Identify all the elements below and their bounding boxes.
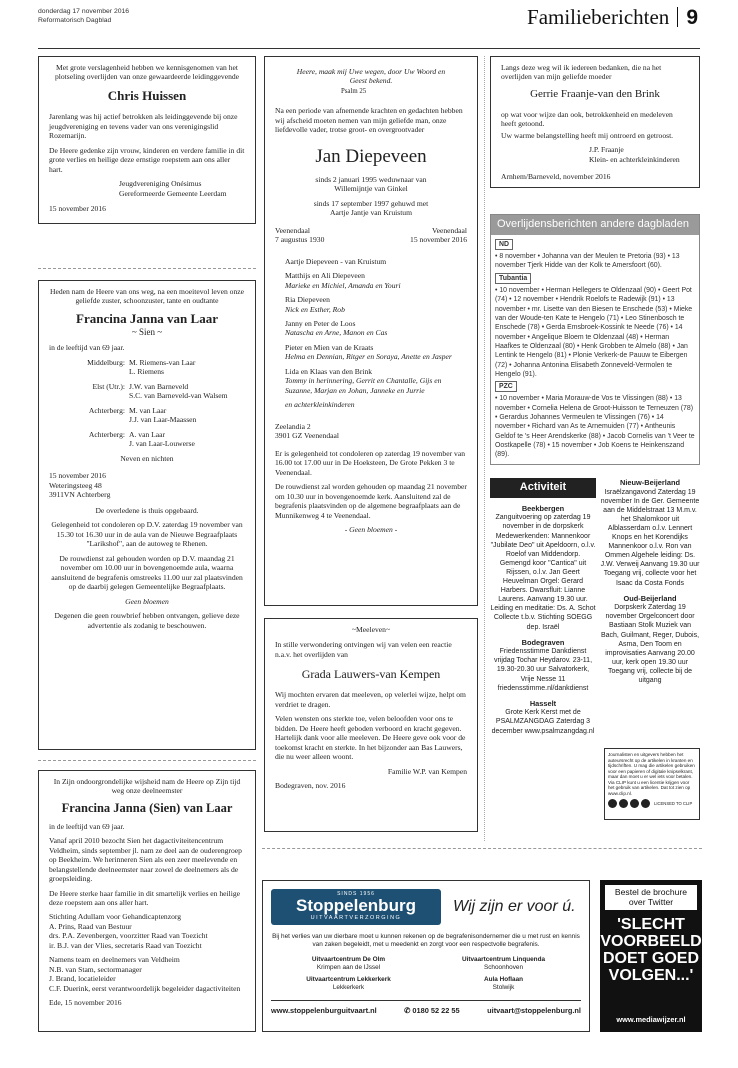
stoppelenburg-centers <box>271 956 581 992</box>
jan-family-entry <box>285 257 467 266</box>
francina1-home: De overledene is thuis opgebaard. <box>95 505 199 515</box>
stoppelenburg-desc: Bij het verlies van uw dierbare moet u kunnen rekenen op de begrafenisondernemer die u met rust en kennis van zaken begeleidt, met u meedenkt en zorgt voor een respectvolle begrafenis. <box>272 932 580 949</box>
francina1-family-name: M. van Laar <box>129 405 167 415</box>
francina2-p2: De Heere sterke haar familie in dit smartelijk verlies en heilige deze roepstem aan ons aller hart. <box>49 888 241 907</box>
chris-p1: Jarenlang was hij actief betrokken als leidinggevende bij onze jeugdvereniging en tevens vader van ons verenigingslid Rozemarijn. <box>49 112 238 141</box>
copyright-icon <box>619 799 628 808</box>
francina1-family <box>49 358 245 449</box>
jan-died-place: Veenendaal <box>432 225 467 235</box>
activity-heading: Hasselt <box>529 698 557 708</box>
jan-family-entry <box>285 343 467 362</box>
center-name: Uitvaartcentrum Lekkerkerk <box>306 975 391 983</box>
stoppelenburg-center-item <box>271 956 426 972</box>
jan-family-entry <box>285 295 467 314</box>
jan-family-main: Janny en Peter de Loos <box>285 318 356 328</box>
francina1-date: 15 november 2016 <box>49 471 106 481</box>
center-place: Krimpen aan de IJssel <box>316 963 381 971</box>
jan-family-sub: Helma en Dennian, Ritger en Soraya, Anette en Jasper <box>285 352 452 362</box>
header-paper: Reformatorisch Dagblad <box>38 16 112 24</box>
grada-intro: In stille verwondering ontvingen wij van velen een reactie n.a.v. het overlijden van <box>275 640 452 659</box>
header-date: donderdag 17 november 2016 <box>38 8 130 15</box>
activity-body: Zanguitvoering op zaterdag 19 november in de dorpskerk Medewerkenden: Mannenkoor "Jubilate Deo" uit Apeldoorn, o.l.v. Roelof van Middendorp. Gemengd koor "Cantica" uit Rijssen, o.l.v. Jan Geert Heuvelman Orgel: Gerard Harbers. Dwarsfluit: Lianne Laurens. Aanvang 19.30 uur. Leiding en meditatie: Ds. A. Schot Collecte t.b.v. Stichting SOEGG dep. Israël <box>490 514 596 631</box>
gerrie-p2: Uw warme belangstelling heeft mij ontroerd en getroost. <box>501 130 674 140</box>
page-number: 9 <box>686 6 698 29</box>
grada-place: Bodegraven, nov. 2016 <box>275 781 346 791</box>
francina1-family-names <box>129 358 195 377</box>
francina1-family-entry <box>49 406 245 425</box>
francina2-org-1: A. Prins, Raad van Bestuur <box>49 921 132 931</box>
logo-brand: Stoppelenburg <box>296 896 416 916</box>
jan-line4: Aartje Jantje van Kruistum <box>329 208 413 218</box>
center-name: Aula Hoflaan <box>483 975 524 983</box>
francina1-p3: Degenen die geen rouwbrief hebben ontvangen, gelieve deze advertentie als zodanig te beschouwen. <box>54 611 240 630</box>
francina1-intro: Heden nam de Heere van ons weg, na een moeitevol leven onze geliefde zuster, schoonzuster, tante en oudtante <box>50 287 244 306</box>
francina1-family-place: Achterberg: <box>88 429 125 439</box>
clip-badge: LICENSED TO CLIP <box>654 800 693 806</box>
jan-family-main: Ria Diepeveen <box>285 295 330 305</box>
francina1-addr1: Weteringsteeg 48 <box>49 480 102 490</box>
chris-date: 15 november 2016 <box>49 204 106 214</box>
twitter-l4: VOLGEN...' <box>608 967 694 985</box>
separator <box>262 848 702 849</box>
copyright-icon <box>608 799 617 808</box>
stoppelenburg-contact <box>271 1000 581 1015</box>
gerrie-place: Arnhem/Barneveld, november 2016 <box>501 172 611 182</box>
stoppelenburg-phone[interactable]: 0180 52 22 55 <box>412 1005 460 1015</box>
column-separator <box>484 56 485 841</box>
ad-grada-lauwers <box>264 618 478 832</box>
jan-family-entry <box>285 367 467 395</box>
francina2-age: in de leeftijd van 69 jaar. <box>49 821 125 831</box>
gerrie-sig1: J.P. Fraanje <box>589 145 624 155</box>
center-place: Schoonhoven <box>483 963 524 971</box>
jan-grandkids: en achterkleinkinderen <box>285 400 355 410</box>
francina1-family-name: A. van Laar <box>129 429 166 439</box>
chris-intro: Met grote verslagenheid hebben we kennisgenomen van het plotseling overlijden van onze gewaardeerde leidinggevende <box>54 63 240 82</box>
jan-born-place: Veenendaal <box>275 225 310 235</box>
jan-family-main: Matthijs en Ali Diepeveen <box>285 271 365 281</box>
other-groups <box>491 235 699 464</box>
twitter-slogan <box>600 916 702 985</box>
activity-left-list <box>490 504 596 736</box>
center-name: Uitvaartcentrum Linquenda <box>461 955 546 963</box>
gerrie-sig2: Klein- en achterkleinkinderen <box>589 154 680 164</box>
ad-francina-sien-van-laar <box>38 770 256 1032</box>
ad-stoppelenburg <box>262 880 590 1032</box>
separator <box>38 760 256 761</box>
ad-gerrie-fraanje <box>490 56 700 188</box>
clip-notice <box>604 748 700 820</box>
twitter-url[interactable]: www.mediawijzer.nl <box>616 1014 686 1024</box>
page-section-title <box>527 4 698 31</box>
twitter-l2: VOORBEELD <box>600 932 702 950</box>
ad-chris-huissen <box>38 56 256 224</box>
jan-family-entry <box>285 271 467 290</box>
jan-intro: Na een periode van afnemende krachten en gedachten hebben wij afscheid moeten nemen van mijn geliefde man, onze liefdevolle vader, trotse groot- en overgrootvader <box>275 106 463 135</box>
jan-addr1: Zeelandia 2 <box>275 421 311 431</box>
francina1-family-place: Elst (Utr.): <box>92 381 125 391</box>
grada-p1: Wij mochten ervaren dat meeleven, op velerlei wijze, helpt om verdriet te dragen. <box>275 690 466 709</box>
activity-left-column <box>490 478 596 736</box>
activity-heading: Bodegraven <box>521 637 565 647</box>
jan-addr2: 3901 GZ Veenendaal <box>275 431 339 441</box>
twitter-top <box>605 885 697 910</box>
activity-heading: Nieuw-Beijerland <box>620 478 680 487</box>
francina2-staff-2: J. Brand, locatieleider <box>49 974 116 984</box>
francina2-place: Ede, 15 november 2016 <box>49 998 122 1008</box>
activity-title: Activiteit <box>490 478 596 498</box>
other-title: Overlijdensberichten andere dagbladen <box>491 215 699 235</box>
grada-top: ~Meeleven~ <box>351 625 391 634</box>
twitter-top1: Bestel de brochure <box>614 887 688 897</box>
center-name: Uitvaartcentrum De Olm <box>311 955 386 963</box>
stoppelenburg-email[interactable]: uitvaart@stoppelenburg.nl <box>487 1005 581 1015</box>
stoppelenburg-slogan: Wij zijn er voor ú. <box>453 897 576 915</box>
stoppelenburg-web[interactable]: www.stoppelenburguitvaart.nl <box>271 1005 377 1015</box>
other-newspapers-box <box>490 214 700 465</box>
activity-body: Israëlzangavond Zaterdag 19 november In de Ger. Gemeente aan de Middelstraat 13 M.m.v. het Shalomkoor uit Alblasserdam o.l.v. Lennert Knops en het Korendijks Mannenkoor o.l.v. Ron van Ommen Algehele leiding: Ds. J.W. Verweij Aanvang 19.30 uur Toegang vrij, collecte voor het Isaac da Costa Fonds <box>600 488 700 587</box>
jan-family-sub: Nick en Esther, Rob <box>285 304 345 314</box>
other-paper-tag: ND <box>495 239 513 250</box>
ad-jan-diepeveen <box>264 56 478 606</box>
francina1-family-names <box>129 382 228 401</box>
francina1-family-entry <box>49 382 245 401</box>
jan-line1: sinds 2 januari 1995 weduwnaar van <box>315 174 427 184</box>
jan-family-main: Pieter en Mien van de Kraats <box>285 342 374 352</box>
activity-body: Friedensstimme Dankdienst vrijdag Tochar Heydarov. 23-11, 19.30-20.30 uur Salvatorkerk, Vrije Nesse 11 friedensstimme.nl/dankdienst <box>493 648 593 692</box>
stoppelenburg-center-item <box>271 976 426 992</box>
other-paper-text: • 10 november • Herman Hellegers te Oldenzaal (90) • Geert Pot (74) • 12 november • Hendrik Roelofs te Radewijk (91) • 13 november • mr. Lisette van den Biesen te Enschede (53) • Mieke van der Woude-ten Kate te Hengelo (71) • Leo Stinenbosch te Enschede (78) • Gerda Emsbroek-Kossink te Neede (76) • 14 november • Angelique Bloem te Oldenzaal (48) • Herman Haafkes te Oldenzaal (80) • Henk Grobben te Almelo (88) • Jan Lentink te Hengelo (81) • Plonie Verkerk-de Pauuw te Eibergen (72) • Johanna Antonina Elisabeth Zonneveld-Vermolen te Hengelo (91). <box>495 287 693 378</box>
stoppelenburg-center-item <box>426 956 581 972</box>
other-paper-text: • 10 november • Maria Morauw-de Vos te Vlissingen (88) • 13 november • Cornelia Helena de Groot-Huisson te Terneuzen (78) • Gerardus Johannes Vermeulen te Vlissingen (76) • 14 november • Richard van As te Arnemuiden (77) • Antheunis Geldof te 's Heer Arendskerke (88) • Jacob Cornelis van 't Veer te Oostkapelle (78) • 15 november • Job Koens te Heinkenszand (89). <box>495 395 695 459</box>
page-header-info <box>38 8 129 26</box>
jan-family-sub: Natascha en Arne, Manon en Cas <box>285 328 388 338</box>
francina1-family-name: L. Riemens <box>129 367 165 377</box>
gerrie-p1: op wat voor wijze dan ook, betrokkenheid en medeleven heeft getoond. <box>501 109 673 129</box>
activity-right-column <box>600 478 700 685</box>
phone-icon: ✆ <box>404 1005 413 1015</box>
activity-body: Grote Kerk Kerst met de PSALMZANGDAG Zaterdag 3 december www.psalmzangdag.nl <box>491 709 595 735</box>
gerrie-intro: Langs deze weg wil ik iedereen bedanken, die na het overlijden van mijn geliefde moeder <box>501 63 662 82</box>
gerrie-name: Gerrie Fraanje-van den Brink <box>530 87 660 100</box>
francina1-nick: ~ Sien ~ <box>131 327 163 338</box>
jan-closing: - Geen bloemen - <box>344 525 398 535</box>
francina2-staff-0: Namens team en deelnemers van Veldheim <box>49 955 180 965</box>
francina1-family-entry <box>49 358 245 377</box>
stoppelenburg-center-item <box>426 976 581 992</box>
francina1-age: in de leeftijd van 69 jaar. <box>49 343 125 353</box>
jan-family-sub: Tommy in herinnering, Gerrit en Chantalle, Gijs en Suzanne, Marjan en Johan, Janneke en Jurrie <box>285 376 442 395</box>
francina1-family-name: J.J. van Laar-Maassen <box>129 415 197 425</box>
grada-p2: Velen wensten ons sterkte toe, velen beloofden voor ons te bidden. De Heere heeft geboden verboord en kracht gegeven. Hartelijk dank voor alle meeleven. De Heere geve ook voor de toekomst kracht en sterkte. In het bijzonder aan Bas Lauwers, die nu weer alleen woont. <box>275 714 466 762</box>
clip-text: Journalisten en uitgevers hebben het auteursrecht op de artikelen in kranten en tijdschriften. U mag die artikelen gebruiken voor een papieren of digitale knipselkrant, maar dan moet u er wel iets voor betalen. Via CLIP kunt u een licentie krijgen voor het gebruik van artikelen. Dat tot zien op www.clip.nl. <box>608 752 695 796</box>
francina1-family-place: Achterberg: <box>88 405 125 415</box>
ad-francina-van-laar <box>38 280 256 750</box>
francina2-p1: Vanaf april 2010 bezocht Sien het dagactiviteitencentrum Veldheim, sinds september jl. nam ze deel aan de ouderengroep op Beekheim. We herinneren Sien als een zeer meelevende en belangstellende deelneemster naar zowel de deelnemers als de groepsleiding. <box>49 836 242 884</box>
center-place: Stolwijk <box>492 983 515 991</box>
other-paper-tag: Tubantia <box>495 273 531 284</box>
jan-family-entry <box>285 319 467 338</box>
chris-sig1: Jeugdvereniging Onésimus <box>119 179 202 189</box>
copyright-icon <box>641 799 650 808</box>
francina2-staff-3: C.F. Duerink, eerst verantwoordelijk begeleider dagactiviteiten <box>49 983 241 993</box>
jan-family-sub: Marieke en Michiel, Amanda en Youri <box>285 280 401 290</box>
jan-p1: Er is gelegenheid tot condoleren op zaterdag 19 november van 16.00 tot 17.00 uur in De Hoeksteen, De Grote Pekken 3 te Veenendaal. <box>275 448 465 477</box>
francina2-org-3: ir. B.J. van der Vlies, secretaris Raad van Toezicht <box>49 940 202 950</box>
jan-name: Jan Diepeveen <box>315 145 427 167</box>
francina1-family-name: M. Riemens-van Laar <box>129 357 196 367</box>
logo-since: SINDS 1956 <box>337 891 375 897</box>
francina1-addr2: 3911VN Achterberg <box>49 490 111 500</box>
francina1-p1: Gelegenheid tot condoleren op D.V. zaterdag 19 november van 15.30 tot 16.30 uur in de aula van de Nieuwe Begraafplaats "Larikshof", aan de autoweg te Rhenen. <box>51 520 243 549</box>
header-rule <box>38 48 700 49</box>
francina1-p2: De rouwdienst zal gehouden worden op D.V. maandag 21 november om 10.00 uur in bovengenoemde aula, waarna aansluitend de begrafenis omstreeks 11.00 uur zal plaatsvinden op de daarbij gelegen Gemeentelijke Begraafplaats. <box>51 553 243 592</box>
francina1-family-names <box>129 406 196 425</box>
chris-sig2: Gereformeerde Gemeente Leerdam <box>119 188 227 198</box>
logo-sub: UITVAARTVERZORGING <box>310 915 402 922</box>
title-divider <box>677 7 678 27</box>
grada-sig: Familie W.P. van Kempen <box>387 766 467 776</box>
clip-badges <box>608 799 696 808</box>
jan-verse-ref: Psalm 25 <box>341 87 367 95</box>
jan-family-main: Lida en Klaas van den Brink <box>285 366 373 376</box>
activity-heading: Oud-Beijerland <box>623 593 677 603</box>
francina2-staff-1: N.B. van Stam, sectormanager <box>49 964 142 974</box>
francina1-family-name: S.C. van Barneveld-van Walsem <box>129 391 228 401</box>
jan-line3: sinds 17 september 1997 gehuwd met <box>313 198 429 208</box>
francina1-name: Francina Janna van Laar <box>76 310 218 326</box>
twitter-l3: DOET GOED <box>602 950 699 968</box>
francina1-family-name: J. van Laar-Louwerse <box>129 439 195 449</box>
twitter-l1: 'SLECHT <box>617 915 685 933</box>
chris-name: Chris Huissen <box>107 87 187 103</box>
twitter-top2: over Twitter <box>628 897 674 908</box>
jan-died-date: 15 november 2016 <box>410 235 467 245</box>
ad-mediawijzer-twitter <box>600 880 702 1032</box>
jan-family-main: Aartje Diepeveen - van Kruistum <box>285 256 387 266</box>
activity-right-list <box>600 478 700 685</box>
francina2-org-0: Stichting Adullam voor Gehandicaptenzorg <box>49 912 182 922</box>
jan-born-date: 7 augustus 1930 <box>275 235 325 245</box>
chris-p2: De Heere gedenke zijn vrouw, kinderen en verdere familie in dit grote verlies en heilige deze ernstige roepstem aan ons aller hart. <box>49 145 245 174</box>
francina1-family-entry <box>49 430 245 449</box>
jan-family <box>275 257 467 396</box>
activity-heading: Beekbergen <box>521 503 565 513</box>
francina1-noflowers: Geen bloemen <box>125 596 169 606</box>
section-name: Familieberichten <box>527 5 670 29</box>
jan-dates <box>275 226 467 245</box>
jan-p2: De rouwdienst zal worden gehouden op maandag 21 november om 10.30 uur in bovengenoemde kerk. Aansluitend zal de begrafenis plaatsvinden op de algemene begraafplaats aan de Munnikenweg 4 te Veenendaal. <box>275 482 467 520</box>
center-place: Lekkerkerk <box>332 983 365 991</box>
jan-line2: Willemijntje van Ginkel <box>334 184 408 194</box>
francina1-nephews: Neven en nichten <box>120 453 174 463</box>
francina1-family-name: J.W. van Barneveld <box>129 381 189 391</box>
other-paper-text: • 8 november • Johanna van der Meulen te Pretoria (93) • 13 november Tjerk Hidde van der Kolk te Amersfoort (60). <box>495 253 680 270</box>
stoppelenburg-logo <box>271 889 441 925</box>
francina1-family-names <box>129 430 195 449</box>
francina2-name: Francina Janna (Sien) van Laar <box>61 800 233 815</box>
francina2-intro: In Zijn ondoorgrondelijke wijsheid nam de Heere op Zijn tijd weg onze deelneemster <box>53 777 241 796</box>
copyright-icon <box>630 799 639 808</box>
separator <box>38 268 256 269</box>
other-paper-tag: PZC <box>495 381 517 392</box>
grada-name: Grada Lauwers-van Kempen <box>301 667 441 682</box>
francina1-family-place: Middelburg: <box>87 357 125 367</box>
francina2-org-2: drs. P.A. Zevenbergen, voorzitter Raad van Toezicht <box>49 931 208 941</box>
activity-body: Dorpskerk Zaterdag 19 november Orgelconcert door Bastiaan Stolk Muziek van Bach, Guilmant, Reger, Dubois, Asma, Den Toom en improvisaties Aanvang 20.00 uur, kerk open 19.30 uur Toegang vrij, collecte bij de uitgang <box>600 604 700 685</box>
jan-verse: Heere, maak mij Uwe wegen, door Uw Woord en Geest bekend. <box>296 67 446 86</box>
